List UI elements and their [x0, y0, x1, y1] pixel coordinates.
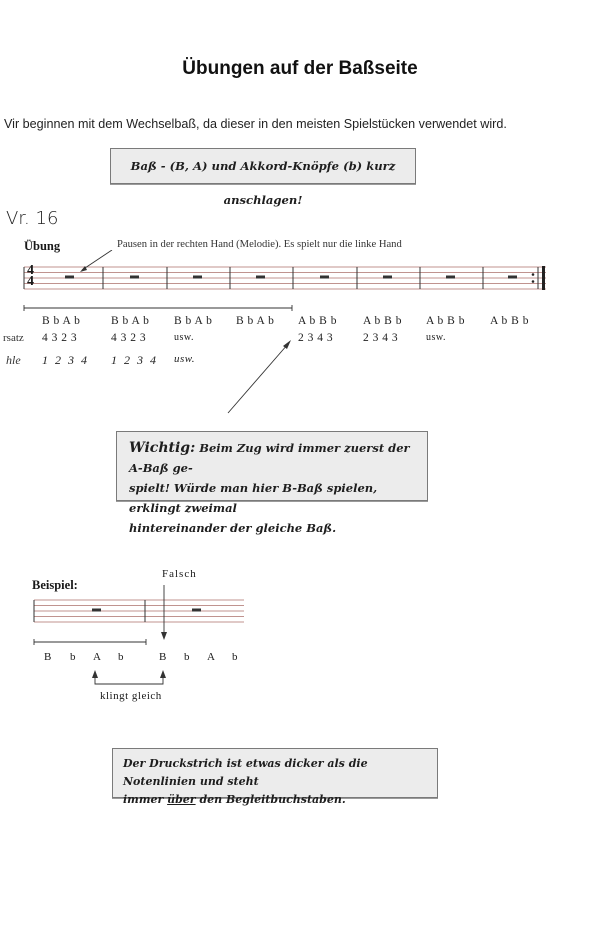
wichtig-line2: spielt! Würde man hier B-Baß spielen, erklingt zweimal: [129, 481, 378, 515]
note-druckstrich: [112, 748, 438, 806]
beispiel-letter-8: b: [232, 651, 238, 663]
page-title: Übungen auf der Baßseite: [182, 58, 418, 79]
beispiel-letter-5: B: [159, 651, 167, 663]
time-signature: 4 4: [27, 263, 34, 289]
finger-usw-2: usw.: [426, 332, 446, 343]
bass-group-3: B b A b: [174, 315, 213, 327]
finger-right-1: 2 3 4 3: [298, 332, 334, 344]
count-left-1: 1 2 3 4: [42, 353, 89, 367]
wichtig-line3: hintereinander der gleiche Baß.: [129, 521, 337, 535]
wichtig-arrow: [220, 338, 300, 418]
example-staff: [0, 580, 260, 700]
beispiel-letter-1: B: [44, 651, 52, 663]
wichtig-line1: Beim Zug wird immer zuerst der A-Baß ge-: [129, 441, 410, 475]
beispiel-letter-6: b: [184, 651, 190, 663]
beispiel-letter-4: b: [118, 651, 124, 663]
bass-group-2: B b A b: [111, 315, 150, 327]
bass-group-8: A b B b: [490, 315, 529, 327]
klingt-gleich-label: klingt gleich: [100, 690, 162, 702]
beispiel-letter-2: b: [70, 651, 76, 663]
bass-group-4: B b A b: [236, 315, 275, 327]
count-row-label: hle: [6, 353, 21, 367]
druckstrich-line2: immer über den Begleitbuchstaben.: [123, 793, 346, 806]
beispiel-letter-7: A: [207, 651, 215, 663]
pausen-annotation: Pausen in der rechten Hand (Melodie). Es spielt nur die linke Hand: [117, 239, 402, 250]
wichtig-lead: Wichtig:: [129, 440, 196, 456]
beispiel-letter-3: A: [93, 651, 101, 663]
bass-group-1: B b A b: [42, 315, 81, 327]
bass-group-7: A b B b: [426, 315, 465, 327]
beispiel-label: Beispiel:: [32, 578, 78, 592]
note-wichtig: [116, 431, 428, 535]
finger-right-2: 2 3 4 3: [363, 332, 399, 344]
finger-row-label: rsatz: [3, 332, 24, 344]
note-bass-instruction: Baß - (B, A) und Akkord-Knöpfe (b) kurz anschlagen!: [110, 148, 416, 184]
intro-text: Vir beginnen mit dem Wechselbaß, da dieser in den meisten Spielstücken verwendet wird.: [4, 117, 507, 131]
exercise-number: Vr. 16: [6, 208, 59, 229]
count-usw: usw.: [174, 353, 196, 365]
main-staff: [0, 250, 600, 320]
finger-left-1: 4 3 2 3: [42, 332, 78, 344]
count-left-2: 1 2 3 4: [111, 353, 158, 367]
druckstrich-line1: Der Druckstrich ist etwas dicker als die Notenlinien und steht: [123, 757, 368, 788]
finger-left-2: 4 3 2 3: [111, 332, 147, 344]
bass-group-6: A b B b: [363, 315, 402, 327]
falsch-label: Falsch: [162, 568, 197, 580]
bass-group-5: A b B b: [298, 315, 337, 327]
ubung-label: Übung: [24, 239, 61, 253]
finger-usw-1: usw.: [174, 332, 194, 343]
